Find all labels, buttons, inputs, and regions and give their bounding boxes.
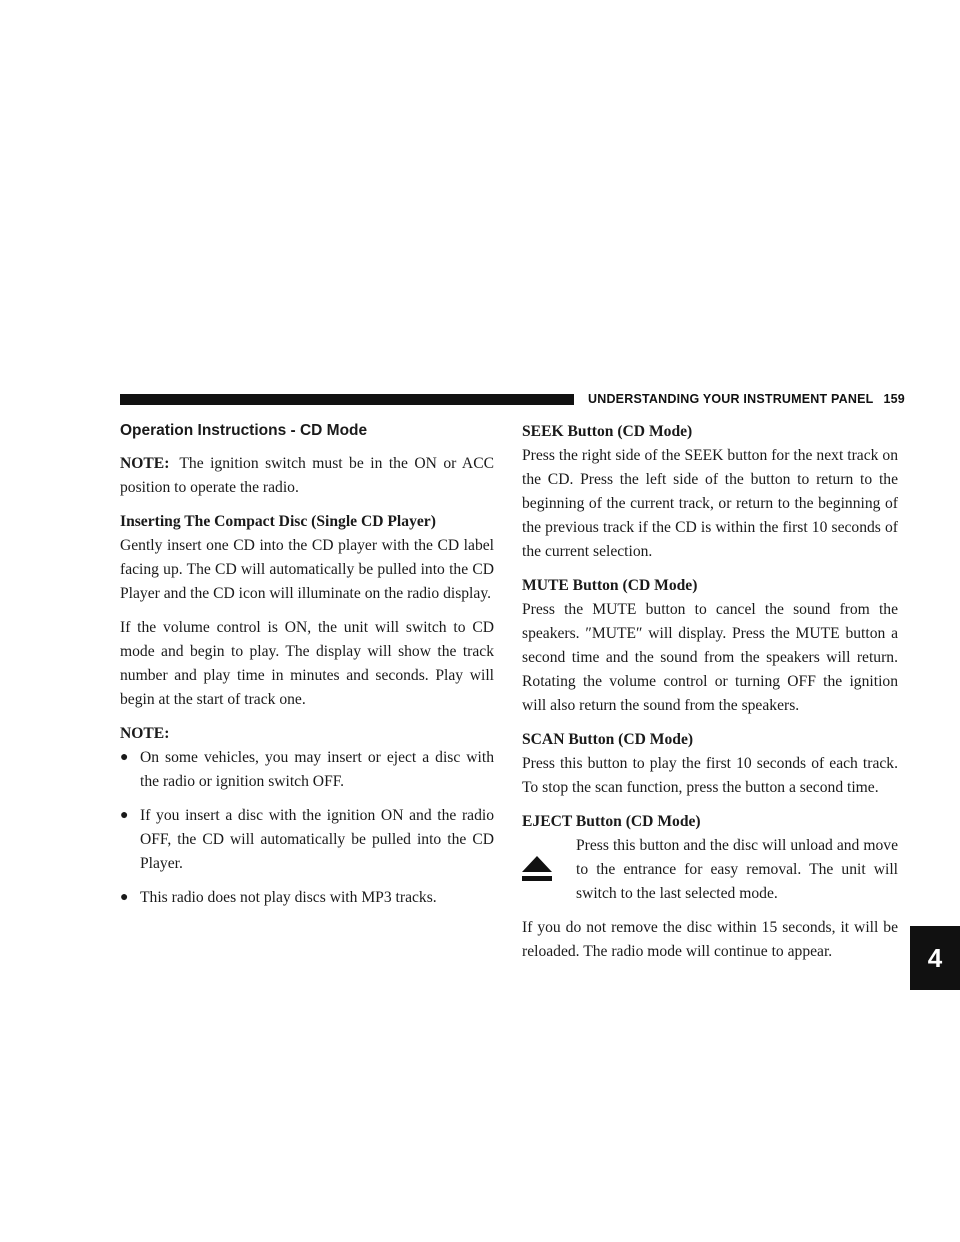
list-item: ● If you insert a disc with the ignition ON and the radio OFF, the CD will automatically be pulled into the CD Player. [120,804,494,876]
right-column [522,420,898,974]
insert-heading: Inserting The Compact Disc (Single CD Player) [120,513,436,530]
section-title: Operation Instructions - CD Mode [120,422,368,439]
chapter-tab: 4 [910,926,960,990]
volume-text: If the volume control is ON, the unit will switch to CD mode and begin to play. The display will show the track number and play time in minutes and seconds. Play will begin at the start of track one. [120,619,494,708]
bullet-icon: ● [120,808,129,823]
eject-icon-graphic [522,856,552,882]
insert-text: Gently insert one CD into the CD player with the CD label facing up. The CD will automatically be pulled into the CD Player and the CD icon will illuminate on the radio display. [120,537,494,602]
mute-heading: MUTE Button (CD Mode) [522,577,698,594]
mute-text: Press the MUTE button to cancel the sound from the speakers. ″MUTE″ will display. Press the MUTE button a second time and the sound from the speakers will return. Rotating the volume control or turning OFF the ignition will also return the sound from the speakers. [522,601,898,714]
list-item: ● On some vehicles, you may insert or eject a disc with the radio or ignition switch OFF. [120,746,494,794]
page-number: 159 [883,392,905,406]
note-list [120,746,494,910]
left-column [120,420,494,920]
eject-text: Press this button and the disc will unload and move to the entrance for easy removal. The unit will switch to the last selected mode. [576,837,898,902]
scan-text: Press this button to play the first 10 seconds of each track. To stop the scan function, press the button a second time. [522,755,898,796]
note-label: NOTE: [120,455,170,472]
bullet-icon: ● [120,890,129,905]
eject-heading: EJECT Button (CD Mode) [522,813,701,830]
eject-block [522,834,898,906]
note-label: NOTE: [120,725,170,742]
note-ignition: NOTE: The ignition switch must be in the ON or ACC position to operate the radio. [120,455,494,496]
seek-heading: SEEK Button (CD Mode) [522,423,693,440]
header-title: UNDERSTANDING YOUR INSTRUMENT PANEL [588,392,874,406]
list-item: ● This radio does not play discs with MP3 tracks. [120,886,494,910]
bullet-icon: ● [120,750,129,765]
seek-text: Press the right side of the SEEK button for the next track on the CD. Press the left side of the button to return to the beginning of the current track, or return to the beginning of the previous track if the CD is within the first 10 seconds of the current selection. [522,447,898,560]
eject-icon [522,834,576,890]
scan-heading: SCAN Button (CD Mode) [522,731,694,748]
header-rule [120,394,574,405]
running-header [588,392,905,406]
reload-text: If you do not remove the disc within 15 seconds, it will be reloaded. The radio mode will continue to appear. [522,919,898,960]
